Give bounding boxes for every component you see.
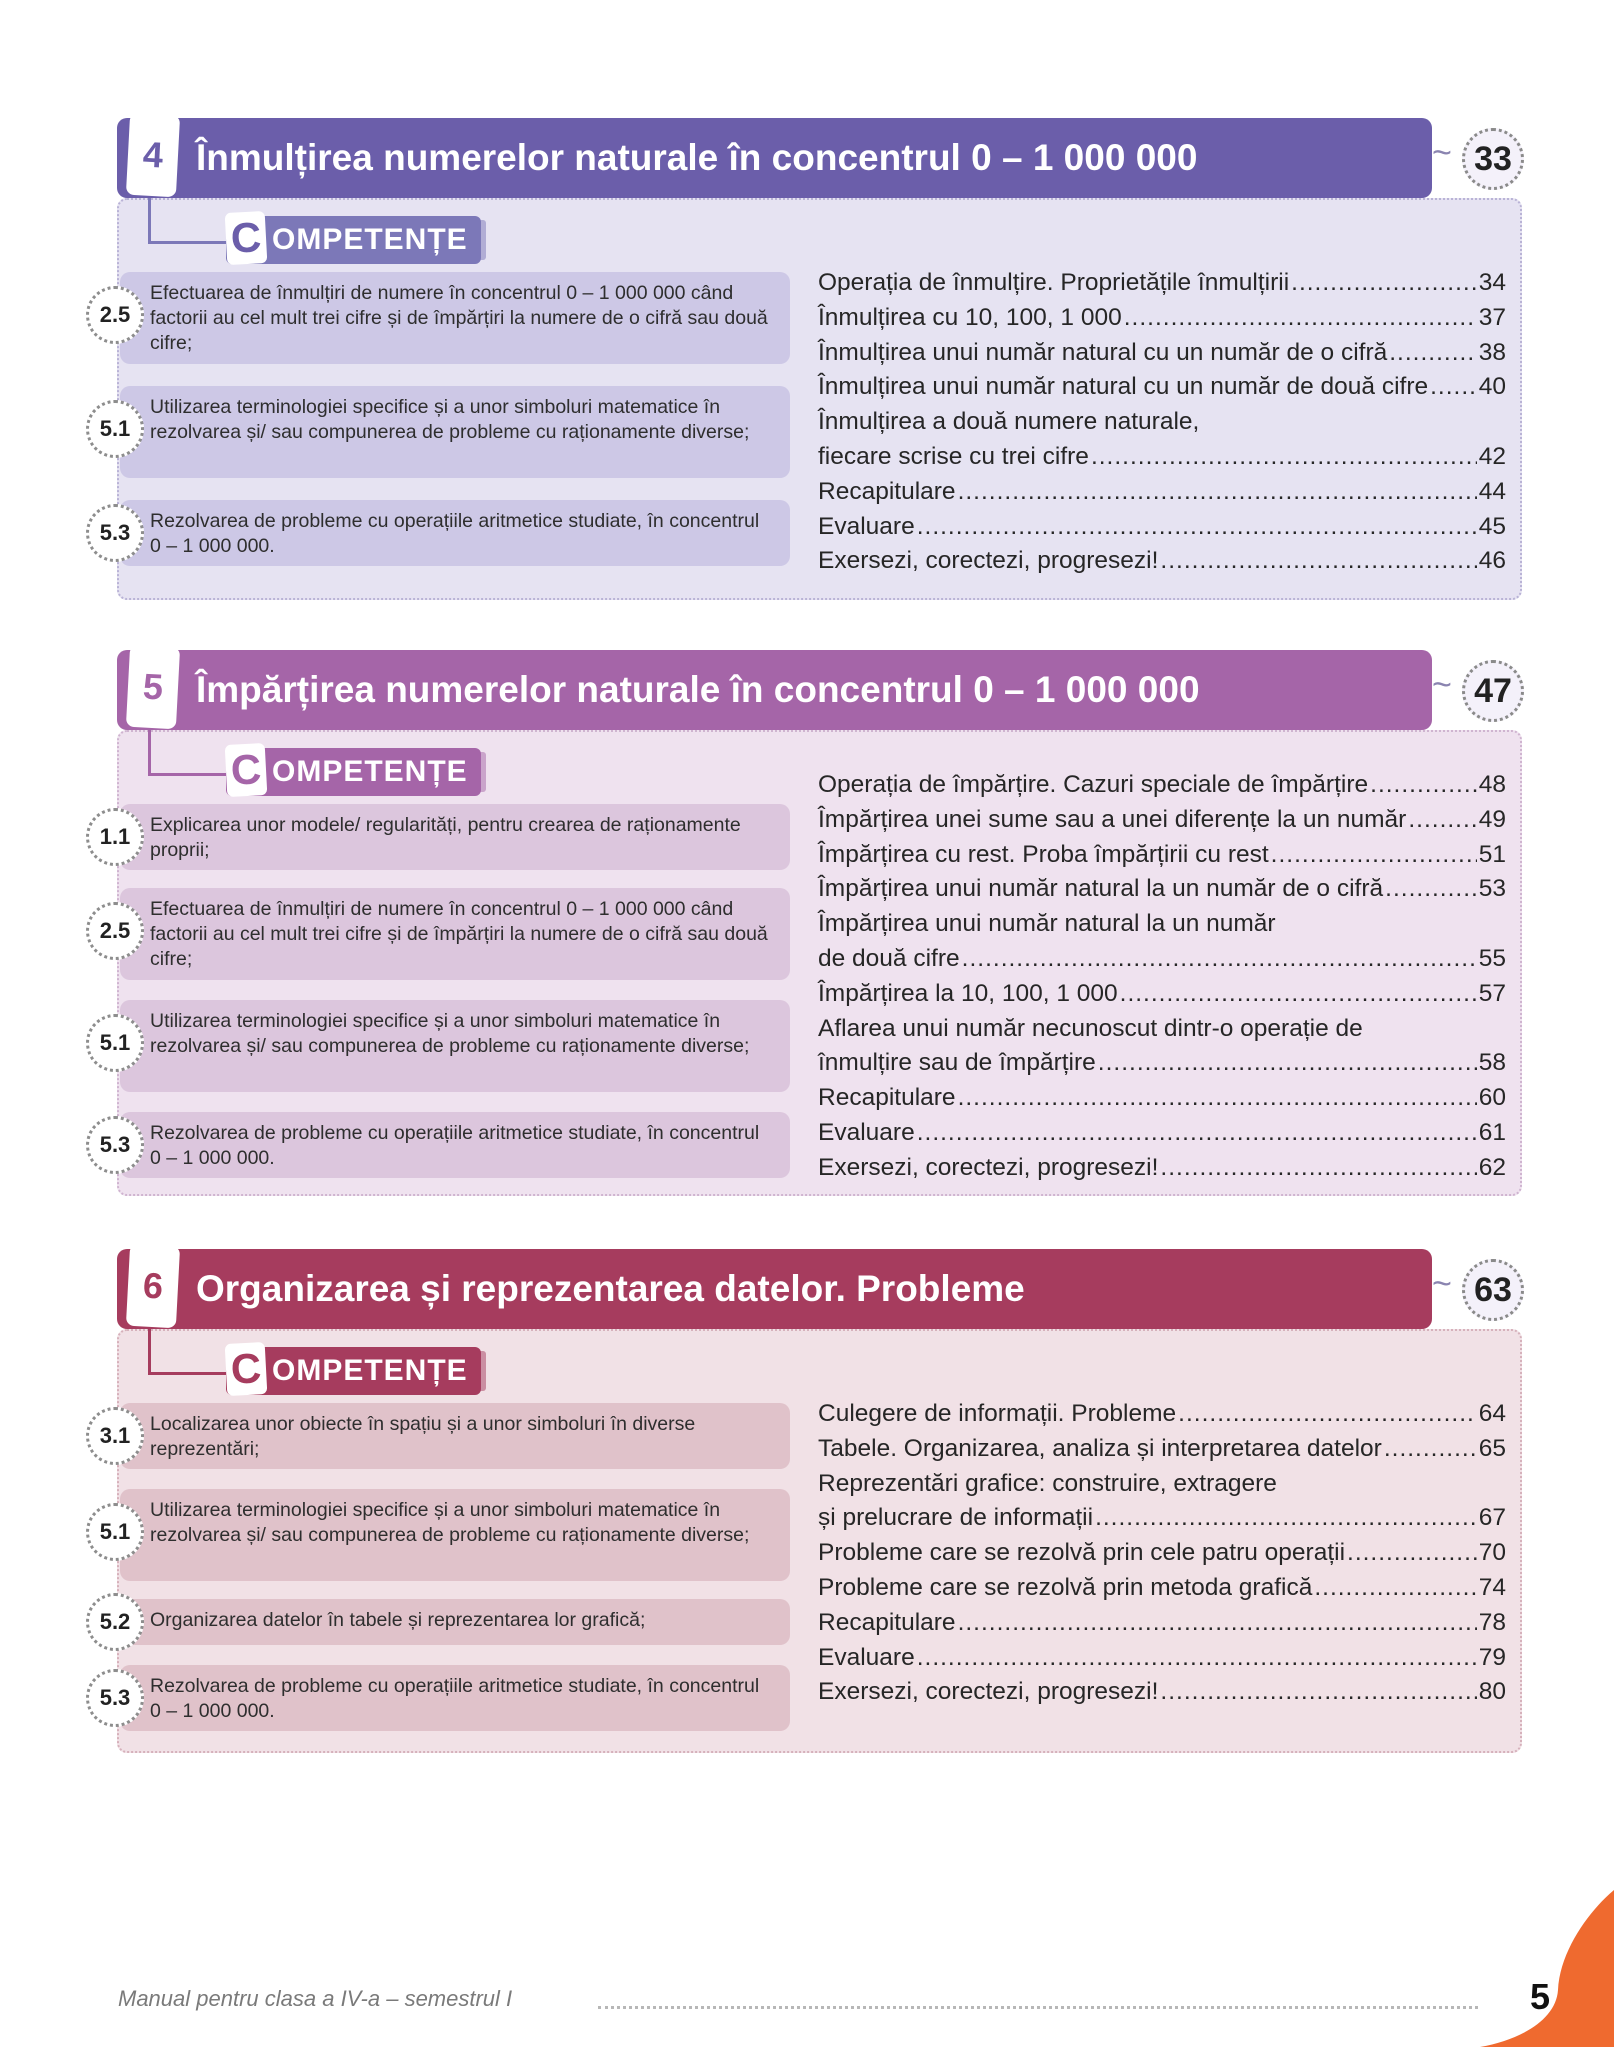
toc-entry[interactable] [818, 1501, 1506, 1536]
toc-title: fiecare scrise cu trei cifre [818, 442, 1089, 470]
unit-4-toc [818, 266, 1506, 579]
competente-heading: OMPETENȚE [272, 223, 468, 256]
unit-4-competente-line [148, 198, 228, 244]
competente-c-tile: C [225, 1342, 268, 1396]
toc-title: Recapitulare [818, 477, 956, 505]
competence-text: Efectuarea de înmulțiri de numere în concentrul 0 – 1 000 000 când factorii au cel mult trei cifre și de împărțiri la numere de o cifră sau două cifre; [150, 898, 768, 970]
toc-title: Înmulțirea unui număr natural cu un număr de o cifră [818, 338, 1388, 366]
toc-page: 58 [1478, 1049, 1506, 1077]
competence-box [120, 1403, 790, 1469]
toc-title: Înmulțirea cu 10, 100, 1 000 [818, 303, 1122, 331]
competente-tick [478, 220, 486, 260]
toc-title: Împărțirea unei sume sau a unei diferențe la un număr [818, 805, 1407, 833]
competence-code: 1.1 [86, 808, 144, 866]
toc-page: 38 [1478, 338, 1506, 366]
toc-page: 34 [1478, 269, 1506, 296]
toc-page: 42 [1478, 442, 1506, 470]
toc-title: Recapitulare [818, 1084, 956, 1112]
competence-text: Utilizarea terminologiei specifice și a unor simboluri matematice în rezolvarea și/ sau compunerea de probleme cu raționamente diverse; [150, 396, 750, 443]
footer-dotted-rule [598, 2006, 1478, 2009]
competence-box [120, 272, 790, 364]
competente-heading: OMPETENȚE [272, 755, 468, 788]
toc-page: 44 [1478, 477, 1506, 505]
toc-entry[interactable] [818, 838, 1506, 873]
toc-page: 61 [1478, 1118, 1506, 1146]
toc-title: înmulțire sau de împărțire [818, 1049, 1096, 1077]
orange-corner-decoration [1440, 1890, 1614, 2047]
toc-title: Împărțirea cu rest. Proba împărțirii cu rest [818, 840, 1269, 868]
toc-title: Tabele. Organizarea, analiza și interpretarea datelor [818, 1434, 1382, 1462]
toc-title: Exersezi, corectezi, progresezi! [818, 1153, 1159, 1181]
competence-text: Rezolvarea de probleme cu operațiile aritmetice studiate, în concentrul 0 – 1 000 000. [150, 1122, 760, 1169]
toc-title: Aflarea unui număr necunoscut dintr-o operație de [818, 1014, 1363, 1042]
toc-title: Evaluare [818, 1118, 915, 1146]
toc-entry[interactable] [818, 405, 1506, 440]
toc-title: Împărțirea unui număr natural la un număr de o cifră [818, 875, 1384, 903]
toc-entry[interactable] [818, 1116, 1506, 1151]
page-number: 5 [1530, 1976, 1551, 2017]
toc-title: Împărțirea la 10, 100, 1 000 [818, 979, 1118, 1007]
competence-box [120, 386, 790, 478]
unit-6-connector: ~ [1432, 1265, 1452, 1303]
toc-title: Exersezi, corectezi, progresezi! [818, 547, 1159, 575]
competence-box [120, 888, 790, 980]
competence-text: Explicarea unor modele/ regularități, pentru crearea de raționamente proprii; [150, 814, 741, 861]
toc-page: 80 [1478, 1678, 1506, 1706]
competence-code: 5.2 [86, 1593, 144, 1651]
toc-page: 74 [1478, 1573, 1506, 1601]
toc-page: 53 [1478, 875, 1506, 903]
competence-box [120, 804, 790, 870]
toc-title: Probleme care se rezolvă prin cele patru operații [818, 1539, 1346, 1567]
toc-page: 48 [1478, 771, 1506, 798]
competence-box [120, 1112, 790, 1178]
toc-page: 45 [1478, 512, 1506, 540]
competence-text: Organizarea datelor în tabele și reprezentarea lor grafică; [150, 1609, 646, 1631]
toc-entry[interactable] [818, 1606, 1506, 1641]
toc-page: 64 [1478, 1400, 1506, 1427]
toc-entry[interactable] [818, 1536, 1506, 1571]
toc-title: Reprezentări grafice: construire, extragere [818, 1469, 1277, 1497]
toc-page: 37 [1478, 303, 1506, 331]
toc-page: 49 [1478, 805, 1506, 833]
toc-title: Recapitulare [818, 1608, 956, 1636]
competence-code: 5.3 [86, 504, 144, 562]
unit-6-start-page[interactable]: 63 [1462, 1259, 1524, 1321]
competence-code: 5.3 [86, 1669, 144, 1727]
competence-text: Rezolvarea de probleme cu operațiile aritmetice studiate, în concentrul 0 – 1 000 000. [150, 510, 760, 557]
toc-entry[interactable] [818, 977, 1506, 1012]
unit-5-competente-line [148, 730, 228, 776]
competence-code: 5.1 [86, 1014, 144, 1072]
toc-entry[interactable] [818, 1046, 1506, 1081]
toc-page: 55 [1478, 944, 1506, 972]
toc-title: de două cifre [818, 944, 960, 972]
unit-4-start-page[interactable]: 33 [1462, 128, 1524, 190]
toc-title: Probleme care se rezolvă prin metoda grafică [818, 1573, 1313, 1601]
unit-6-competente-label [226, 1344, 481, 1395]
competence-code: 3.1 [86, 1407, 144, 1465]
unit-4-competente-label [226, 213, 481, 264]
competente-heading: OMPETENȚE [272, 1354, 468, 1387]
competence-text: Utilizarea terminologiei specifice și a unor simboluri matematice în rezolvarea și/ sau compunerea de probleme cu raționamente diverse; [150, 1010, 750, 1057]
toc-title: și prelucrare de informații [818, 1504, 1094, 1532]
toc-title: Operația de înmulțire. Proprietățile înmulțirii [818, 269, 1290, 296]
footer-book-title: Manual pentru clasa a IV-a – semestrul I [118, 1986, 513, 2011]
toc-title: Exersezi, corectezi, progresezi! [818, 1678, 1159, 1706]
unit-5-start-page[interactable]: 47 [1462, 660, 1524, 722]
toc-entry[interactable] [818, 907, 1506, 942]
unit-6-competente-line [148, 1329, 228, 1375]
unit-4-title: Înmulțirea numerelor naturale în concentrul 0 – 1 000 000 [196, 137, 1198, 178]
toc-entry[interactable] [818, 1397, 1506, 1432]
toc-entry[interactable] [818, 266, 1506, 301]
toc-page: 51 [1478, 840, 1506, 868]
competence-code: 5.1 [86, 1503, 144, 1561]
toc-entry[interactable] [818, 768, 1506, 803]
competence-text: Utilizarea terminologiei specifice și a unor simboluri matematice în rezolvarea și/ sau compunerea de probleme cu raționamente diverse; [150, 1499, 750, 1546]
unit-6-toc [818, 1397, 1506, 1710]
competence-box [120, 1489, 790, 1581]
toc-entry[interactable] [818, 301, 1506, 336]
toc-page: 57 [1478, 979, 1506, 1007]
toc-page: 78 [1478, 1608, 1506, 1636]
toc-title: Evaluare [818, 1643, 915, 1671]
competence-code: 2.5 [86, 902, 144, 960]
toc-entry[interactable] [818, 336, 1506, 371]
unit-5-competente-label [226, 745, 481, 796]
competente-tick [478, 752, 486, 792]
competence-text: Localizarea unor obiecte în spațiu și a unor simboluri în diverse reprezentări; [150, 1413, 696, 1460]
unit-4-number: 4 [126, 113, 180, 198]
toc-entry[interactable] [818, 510, 1506, 545]
toc-page: 60 [1478, 1084, 1506, 1112]
toc-page: 62 [1478, 1153, 1506, 1181]
unit-5-number: 5 [126, 645, 180, 730]
unit-6-number: 6 [126, 1244, 180, 1329]
toc-entry[interactable] [818, 1012, 1506, 1047]
unit-5-title: Împărțirea numerelor naturale în concentrul 0 – 1 000 000 [196, 669, 1200, 710]
competence-box [120, 1665, 790, 1731]
toc-entry[interactable] [818, 1432, 1506, 1467]
competence-box [120, 1000, 790, 1092]
unit-5-toc [818, 768, 1506, 1186]
toc-entry[interactable] [818, 872, 1506, 907]
toc-entry[interactable] [818, 1571, 1506, 1606]
toc-entry[interactable] [818, 1081, 1506, 1116]
competence-code: 5.1 [86, 400, 144, 458]
toc-entry[interactable] [818, 1641, 1506, 1676]
unit-6-title: Organizarea și reprezentarea datelor. Probleme [196, 1268, 1025, 1309]
toc-entry[interactable] [818, 1151, 1506, 1186]
toc-page: 40 [1478, 373, 1506, 401]
unit-5-connector: ~ [1432, 666, 1452, 704]
toc-title: Împărțirea unui număr natural la un număr [818, 910, 1276, 938]
toc-entry[interactable] [818, 1675, 1506, 1710]
competence-text: Efectuarea de înmulțiri de numere în concentrul 0 – 1 000 000 când factorii au cel mult trei cifre și de împărțiri la numere de o cifră sau două cifre; [150, 282, 768, 354]
toc-entry[interactable] [818, 440, 1506, 475]
competente-c-tile: C [225, 211, 268, 265]
competence-code: 5.3 [86, 1116, 144, 1174]
toc-title: Operația de împărțire. Cazuri speciale de împărțire [818, 771, 1369, 798]
toc-page: 67 [1478, 1504, 1506, 1532]
toc-title: Evaluare [818, 512, 915, 540]
unit-4-connector: ~ [1432, 134, 1452, 172]
toc-entry[interactable] [818, 370, 1506, 405]
toc-entry[interactable] [818, 942, 1506, 977]
toc-page: 79 [1478, 1643, 1506, 1671]
toc-entry[interactable] [818, 803, 1506, 838]
competence-code: 2.5 [86, 286, 144, 344]
toc-page: 65 [1478, 1434, 1506, 1462]
competence-box [120, 1599, 790, 1645]
toc-entry[interactable] [818, 544, 1506, 579]
toc-entry[interactable] [818, 475, 1506, 510]
toc-title: Înmulțirea a două numere naturale, [818, 408, 1200, 436]
toc-entry[interactable] [818, 1467, 1506, 1502]
orange-corner-shape [1480, 1890, 1614, 2047]
competence-box [120, 500, 790, 566]
toc-title: Înmulțirea unui număr natural cu un număr de două cifre [818, 373, 1429, 401]
competence-text: Rezolvarea de probleme cu operațiile aritmetice studiate, în concentrul 0 – 1 000 000. [150, 1675, 760, 1722]
toc-title: Culegere de informații. Probleme [818, 1400, 1177, 1427]
toc-page: 46 [1478, 547, 1506, 575]
toc-page: 70 [1478, 1539, 1506, 1567]
competente-c-tile: C [225, 743, 268, 797]
competente-tick [478, 1351, 486, 1391]
